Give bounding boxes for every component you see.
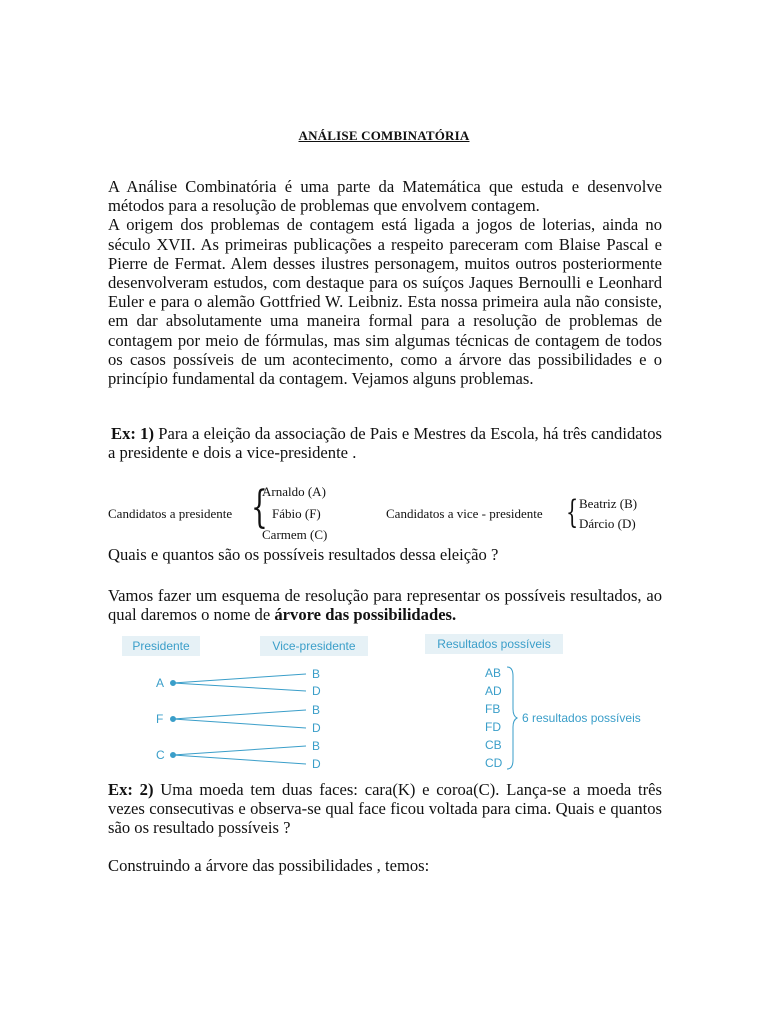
tree-branch: [173, 683, 306, 691]
example-1-label: Ex: 1): [111, 424, 154, 443]
example-1-text: Para a eleição da associação de Pais e Mestres da Escola, há três candidatos a presidente e dois a vice-presidente .: [108, 424, 662, 463]
scheme-bold-term: árvore das possibilidades.: [274, 605, 457, 625]
vice-option: Beatriz (B): [579, 496, 638, 511]
tree-vice-node: D: [312, 757, 321, 771]
tree-branch: [173, 674, 306, 683]
tree-president-node: A: [156, 676, 165, 690]
header-vice-president: Vice-presidente: [260, 636, 368, 656]
vice-candidates-label: Candidatos a vice - presidente: [386, 506, 543, 521]
vice-option: Dárcio (D): [579, 516, 636, 531]
president-option: Fábio (F): [272, 506, 321, 521]
tree-results-summary: 6 resultados possíveis: [522, 711, 641, 725]
tree-branch: [173, 710, 306, 719]
tree-vice-node: D: [312, 721, 321, 735]
tree-result: AD: [485, 684, 502, 698]
page-title: ANÁLISE COMBINATÓRIA: [298, 128, 470, 143]
example-1: [108, 424, 662, 462]
tree-branches: [118, 632, 678, 777]
tree-result: CB: [485, 738, 502, 752]
tree-vice-node: D: [312, 684, 321, 698]
tree-node: [171, 681, 176, 686]
tree-result: CD: [485, 756, 503, 770]
tree-vice-node: B: [312, 667, 321, 681]
results-brace: [507, 667, 517, 769]
intro-text: [108, 177, 662, 388]
header-results: Resultados possíveis: [425, 634, 563, 654]
tree-node: [171, 717, 176, 722]
tree-vice-node: B: [312, 739, 321, 753]
example-2-text: Uma moeda tem duas faces: cara(K) e coroa(C). Lança-se a moeda três vezes consecutivas e observa-se qual face ficou voltada para cima. Quais e quantos são os resultado possíveis ?: [108, 780, 662, 838]
example-2: [108, 780, 662, 838]
tree-president-node: C: [156, 748, 165, 762]
intro-paragraph-2: A origem dos problemas de contagem está ligada a jogos de loterias, ainda no século XVII. As primeiras publicações a respeito pareceram com Blaise Pascal e Pierre de Fermat. Alem desses ilustres personagem, muitos outros posteriormente desenvolveram estudos, com destaque para os suíços Jaques Bernoulli e Leonhard Euler e para o alemão Gottfried W. Leibniz. Esta nossa primeira aula não consiste, em dar absolutamente uma maneira formal para a resolução de problemas de contagem por meio de fórmulas, mas sim algumas técnicas de contagem de todos os casos possíveis de um acontecimento, como a árvore das possibilidades e o princípio fundamental da contagem. Vejamos alguns problemas.: [108, 215, 662, 389]
president-candidates-label: Candidatos a presidente: [108, 506, 233, 521]
scheme-text: Vamos fazer um esquema de resolução para representar os possíveis resultados, ao qual daremos o nome de: [108, 586, 662, 625]
brace-vices: {: [566, 493, 579, 531]
tree-branch: [173, 719, 306, 728]
tree-result: AB: [485, 666, 502, 680]
intro-paragraph-1: A Análise Combinatória é uma parte da Matemática que estuda e desenvolve métodos para a resolução de problemas que envolvem contagem.: [108, 177, 662, 216]
header-president: Presidente: [122, 636, 200, 656]
president-option: Carmem (C): [262, 527, 328, 542]
tree-result: FD: [485, 720, 501, 734]
scheme-paragraph: [108, 586, 662, 624]
tree-president-node: F: [156, 712, 164, 726]
tree-vice-node: B: [312, 703, 321, 717]
brace-presidents: {: [251, 482, 268, 533]
tree-branch: [173, 746, 306, 755]
tree-branch: [173, 755, 306, 764]
question-1: Quais e quantos são os possíveis resultados dessa eleição ?: [108, 545, 499, 564]
construct-text: Construindo a árvore das possibilidades , temos:: [108, 856, 430, 875]
tree-node: [171, 753, 176, 758]
example-2-label: Ex: 2): [108, 780, 154, 799]
president-option: Arnaldo (A): [262, 484, 326, 499]
tree-result: FB: [485, 702, 501, 716]
possibility-tree-figure: [118, 632, 678, 777]
